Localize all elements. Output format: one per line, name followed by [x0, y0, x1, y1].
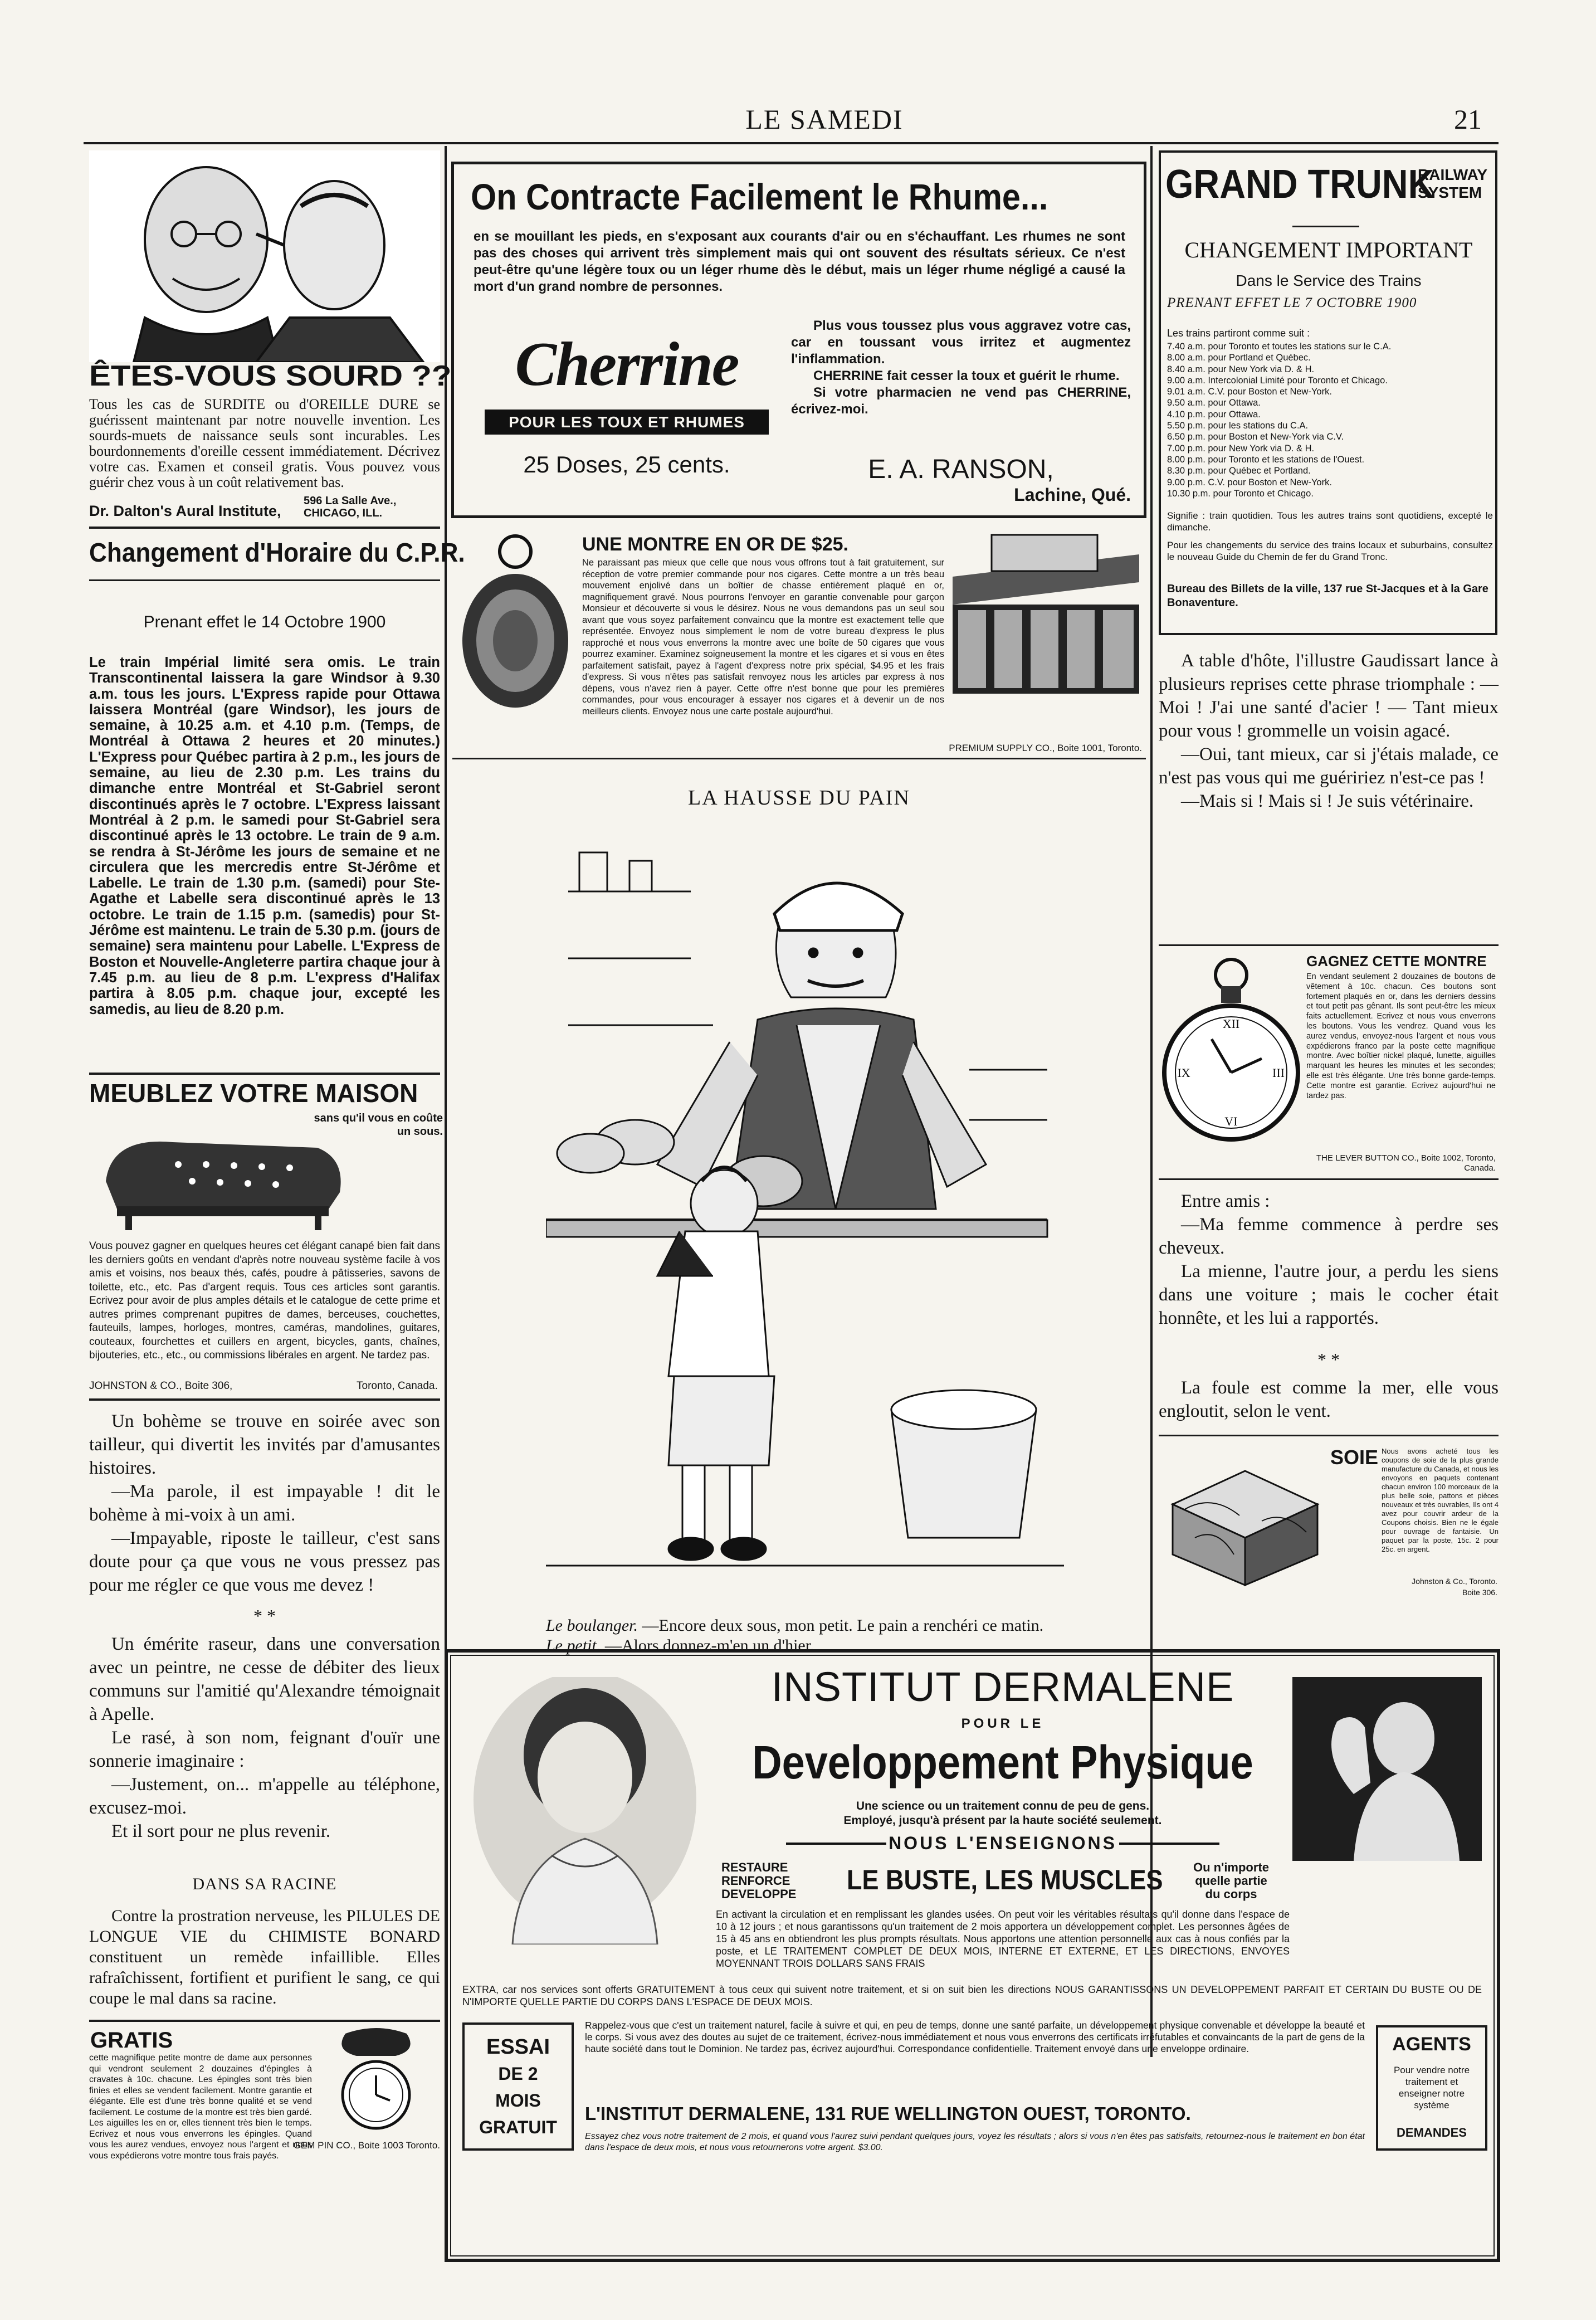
- left-word: RESTAURE: [721, 1860, 788, 1874]
- essai-text: Rappelez-vous que c'est un traitement naturel, facile à suivre et qui, en peu de temps, donne une santé parfaite, un développement physique convenable et développe la beauté et le corps. Si vous avez des doutes au sujet de ce traitement, écrivez-nous immédiatement et nous vous enverrons des certificats irréfutables et convaincants de la part de gens de la haute société dans tout le Dominion. Ne tardez pas, écrivez aujourd'hui. Correspondance confidentielle. Traitement envoyé dans une enveloppe ordinaire.: [585, 2020, 1365, 2054]
- essai-words: [462, 2034, 574, 2141]
- schedule-line: 9.01 a.m. C.V. pour Boston et New-York.: [1167, 387, 1332, 397]
- agents-title: AGENTS: [1392, 2034, 1471, 2055]
- gagnez-title: GAGNEZ CETTE MONTRE: [1306, 953, 1487, 969]
- grand-trunk-rule-1: [1292, 226, 1359, 227]
- table-hote-p1: A table d'hôte, l'illustre Gaudissart lance à plusieurs reprises cette phrase triomphale : —Moi ! J'ai une santé d'acier ! — Tant mieux pour vous ! grommelle un voisin agacé.: [1159, 651, 1499, 741]
- cpr-title-rule: [89, 579, 440, 581]
- essai-word: MOIS: [495, 2090, 541, 2111]
- emerite-text: [89, 1632, 440, 1843]
- grand-trunk-note1: Signifie : train quotidien. Tous les autres trains sont quotidiens, excepté le dimanche.: [1167, 510, 1493, 533]
- montre-or-title: UNE MONTRE EN OR DE $25.: [582, 534, 848, 555]
- montre-or-text: Ne paraissant pas mieux que celle que nous vous offrons tout à fait gratuitement, sur réception de votre premier commande pour nos cigares. Cette montre a un très beau mouvement enjolivé dans un boîtier de chasse entièrement plaqué en or, magnifiquement gravé. Nous pourrons l'envoyer en garantie convenable pour garçon Monsieur et découverte si vous le désirez. Nous ne vous demandons pas un seul sou avant que vous soyez parfaitement convaincu que la montre est exactement telle que représentée. Envoyez nous simplement le nom de votre bureau d'express le plus rapproché et nous vous enverrons la montre avec une boîte de 50 cigares que vous pourrez examiner. Examinez soigneusement la montre et les cigares et si vous en êtes parfaitement satisfait, payez à l'agent d'express notre prix spécial, $4.95 et les frais d'express. Si vous n'êtes pas satisfait renvoyez nous les articles par express à nos dépens, vous n'avez rien à payer. Cette offre n'est bonne que pour les premières commandes, pour vous encourager à essayer nos cigares et à devenir un de nos meilleurs clients. Envoyez nous une carte postale aujourd'hui.: [582, 558, 944, 717]
- grand-trunk-heading: CHANGEMENT IMPORTANT: [1184, 237, 1473, 262]
- cartoon-illustration: [546, 819, 1064, 1605]
- meublez-footer-left: JOHNSTON & CO., Boite 306,: [89, 1380, 233, 1392]
- emerite-p2: Le rasé, à son nom, feignant d'ouïr une sonnerie imaginaire :: [89, 1728, 440, 1771]
- dermalene-tag1: Une science ou un traitement connu de peu de gens.: [856, 1800, 1150, 1812]
- dermalene-footnote: Essayez chez vous notre traitement de 2 mois, et quand vous l'aurez suivi pendant quelques jours, voyez les résultats ; alors si vous n'en êtes pas satisfaits, retournez-nous le traitement en bon état dans l'espace de deux mois, et nous vous retournerons votre argent. $3.00.: [585, 2132, 1365, 2152]
- rhume-right1: Plus vous toussez plus vous aggravez votre cas, car en toussant vous irritez et augmentez l'inflammation.: [791, 318, 1131, 367]
- right-word: du corps: [1205, 1887, 1257, 1901]
- schedule-line: 8.00 a.m. pour Portland et Québec.: [1167, 353, 1311, 363]
- gratis-watch-illustration: [312, 2028, 440, 2134]
- gagnez-footer: THE LEVER BUTTON CO., Boite 1002, Toronto, Canada.: [1316, 1153, 1496, 1173]
- svg-text:XII: XII: [1222, 1017, 1240, 1031]
- svg-text:VI: VI: [1224, 1114, 1238, 1128]
- enseignons-line-right: [1119, 1843, 1219, 1845]
- page-header: [0, 103, 1596, 137]
- soie-illustration: [1161, 1460, 1329, 1588]
- right-word: Ou n'importe: [1193, 1860, 1269, 1874]
- cigar-box-illustration: [947, 532, 1145, 699]
- emerite-p3: —Justement, on... m'appelle au téléphone, excusez-moi.: [89, 1775, 440, 1818]
- separator-stars-1: * *: [253, 1606, 276, 1626]
- cherrine-doses: 25 Doses, 25 cents.: [523, 451, 730, 477]
- grand-trunk-note2: Pour les changements du service des trains locaux et suburbains, consultez le nouveau Guide du Chemin de fer du Grand Tronc.: [1167, 540, 1493, 562]
- schedule-line: 8.30 p.m. pour Québec et Portland.: [1167, 466, 1311, 476]
- right-word: quelle partie: [1195, 1874, 1267, 1888]
- cartoon-speaker-2: Le petit.: [546, 1636, 601, 1655]
- table-hote-text: [1159, 649, 1499, 813]
- boheme-text: [89, 1410, 440, 1597]
- dermalene-extra: EXTRA, car nos services sont offerts GRATUITEMENT à tous ceux qui suivent notre traitement, et si on suit bien les directions NOUS GARANTISSONS UN DEVELOPPEMENT PARFAIT ET CERTAIN DU BUSTE OU DE N'IMPORTE QUELLE PARTIE DU CORPS DANS L'ESPACE DE DEUX MOIS.: [462, 1984, 1482, 2007]
- header-rule: [84, 142, 1499, 144]
- masthead-title: LE SAMEDI: [745, 104, 904, 135]
- gratis-text: cette magnifique petite montre de dame aux personnes qui vendront seulement 2 douzaines d'épingles à cravates à 10c. chacune. Les épingles sont très bien finies et elles se vendent facilement. Montre garantie et élégante. Elle est d'une très bonne qualité et se vend facilement. Le costume de la montre est très bien gardé. Les aiguilles les en or, elles tiennent très bien le temps. Ecrivez et nous vous enverrons les épingles. Quand vous les aurez vendues, envoyez nous l'argent et nous vous expédierons votre montre tous frais payés.: [89, 2053, 312, 2161]
- cartoon-title: LA HAUSSE DU PAIN: [688, 786, 910, 810]
- meublez-footer-right: Toronto, Canada.: [357, 1380, 438, 1392]
- grand-trunk-sub: Dans le Service des Trains: [1236, 272, 1422, 289]
- boheme-p3: —Impayable, riposte le tailleur, c'est sans doute pour ça que vous ne vous pressez pas pour me régler ce que vous me devez !: [89, 1528, 440, 1595]
- essai-word: ESSAI: [486, 2035, 550, 2059]
- sourd-address: 596 La Salle Ave., CHICAGO, ILL.: [304, 495, 397, 519]
- dermalene-enseignons-row: [713, 1833, 1292, 1854]
- rhume-right-text: [791, 318, 1131, 418]
- entre-amis-p1: Entre amis :: [1181, 1191, 1270, 1211]
- soie-footer1: Johnston & Co., Toronto.: [1412, 1577, 1497, 1586]
- gratis-footer: GEM PIN CO., Boite 1003 Toronto.: [293, 2140, 440, 2151]
- dermalene-body: En activant la circulation et en remplissant les glandes usées. On peut voir les véritables résultats qu'il donne dans l'espace de 10 à 12 jours ; et nous garantissons qu'un traitement de 2 mois apportera un développement complet. Les personnes âgées de 15 à 45 ans en obtiendront les plus prompts résultats. Nous apportons une attention personnelle aux cas à nous confiés par la poste, et LE TRAITEMENT COMPLET DE DEUX MOIS, INTERNE ET EXTERNE, ET LES DIRECTIONS, ENVOYES MOYENNANT TROIS DOLLARS SANS FRAIS: [716, 1909, 1290, 1969]
- grand-trunk-logo: GRAND TRUNK: [1165, 162, 1434, 207]
- soie-top-rule: [1159, 1435, 1499, 1436]
- gagnez-text: En vendant seulement 2 douzaines de boutons de vêtement à 10c. chacun. Ces boutons sont fortement plaqués en or, dans les derniers dessins et tout petit pas gênant. Ils sont peut-être les mieux faits actuellement. Ecrivez et nous vous enverrons les boutons. Vous les vendrez. Quand vous les aurez vendus, envoyez-nous l'argent et nous vous expédierons franco par la poste cette magnifique montre. Avec boîtier nickel plaqué, lunette, aiguilles marquant les heures les minutes et les secondes; elle est très élégante. Une très bonne garde-temps. Cette montre est garantie. Ecrivez aujourd'hui ne tardez pas.: [1306, 972, 1496, 1100]
- sourd-illustration: [89, 150, 440, 362]
- table-hote-p3: —Mais si ! Mais si ! Je suis vétérinaire.: [1181, 791, 1474, 811]
- schedule-line: 8.00 p.m. pour Toronto et les stations de l'Ouest.: [1167, 454, 1365, 465]
- cpr-subtitle: Prenant effet le 14 Octobre 1900: [143, 613, 386, 631]
- dermalene-tag2: Employé, jusqu'à présent par la haute société seulement.: [843, 1814, 1162, 1827]
- dermalene-right-words: [1175, 1861, 1287, 1901]
- cpr-rule: [89, 1073, 440, 1075]
- soie-text: Nous avons acheté tous les coupons de soie de la plus grande manufacture du Canada, et nous les envoyons en paquets contenant chacun environ 100 morceaux de la plus belle soie, pattons et pièces nouveaux et très ouvrables, Ils ont 4 avez pour couvrir ardeur de la Coupons choisis. Bien ne le égale pour ouvrage de fantaisie. Un paquet par la poste, 15c. 2 pour 25c. en argent.: [1382, 1447, 1499, 1553]
- foule-text: La foule est comme la mer, elle vous engloutit, selon le vent.: [1159, 1378, 1499, 1421]
- racine-rule: [89, 2020, 440, 2022]
- grand-trunk-sub1: RAILWAY: [1418, 166, 1487, 183]
- racine-title: DANS SA RACINE: [192, 1875, 337, 1893]
- left-word: RENFORCE: [721, 1874, 790, 1888]
- schedule-line: 5.50 p.m. pour les stations du C.A.: [1167, 421, 1309, 431]
- cartoon-line-1: —Encore deux sous, mon petit. Le pain a renchéri ce matin.: [642, 1616, 1044, 1635]
- cpr-title: Changement d'Horaire du C.P.R.: [89, 538, 465, 568]
- left-word: DEVELOPPE: [721, 1887, 797, 1901]
- meublez-text: Vous pouvez gagner en quelques heures cet élégant canapé bien fait dans les derniers goûts en vendant d'après notre nouveau système facile à vos amis et voisins, nos beaux thés, cafés, poudre à pâtisseries, savons de toilette, etc., etc. Pas d'argent requis. Tous ces articles sont garantis. Ecrivez pour avoir de plus amples détails et le catalogue de cette prime et autres primes comprenant pupitres de dames, berceuses, couchettes, fauteuils, lampes, horloges, montres, caméras, mandolines, guitares, couteaux, fourchettes et cuillers en argent, bicycles, gants, chaînes, bijouteries, etc., etc., ou commissions libérales en argent. Ne tardez pas.: [89, 1240, 440, 1361]
- svg-text:III: III: [1272, 1066, 1285, 1080]
- racine-text: Contre la prostration nerveuse, les PILULES DE LONGUE VIE du CHIMISTE BONARD constituent un remède infaillible. Elles rafraîchissent, fortifient et purifient le sang, ce qui coupe le mal dans sa racine.: [89, 1907, 440, 2007]
- gagnez-bottom-rule: [1159, 1178, 1499, 1180]
- montre-or-rule: [452, 758, 1146, 759]
- separator-stars-2: * *: [1317, 1349, 1340, 1369]
- emerite-p4: Et il sort pour ne plus revenir.: [111, 1821, 331, 1841]
- enseignons-line-left: [786, 1843, 886, 1845]
- rhume-seller: E. A. RANSON,: [868, 455, 1054, 484]
- grand-trunk-schedule: [1167, 341, 1493, 499]
- schedule-line: 9.00 p.m. C.V. pour Boston et New-York.: [1167, 477, 1332, 488]
- dermalene-headline: Developpement Physique: [752, 1736, 1253, 1788]
- grand-trunk-sub2: SYSTEM: [1418, 184, 1482, 201]
- meublez-title: MEUBLEZ VOTRE MAISON: [89, 1079, 418, 1108]
- cartoon-speaker-1: Le boulanger.: [546, 1616, 638, 1635]
- grand-trunk-bureau: Bureau des Billets de la ville, 137 rue St-Jacques et à la Gare Bonaventure.: [1167, 583, 1488, 609]
- entre-amis-p3: La mienne, l'autre jour, a perdu les siens dans une voiture ; mais le cocher était honnête, et les lui a rapportés.: [1159, 1261, 1499, 1328]
- grand-trunk-intro: Les trains partiront comme suit :: [1167, 328, 1310, 339]
- schedule-line: 8.40 a.m. pour New York via D. & H.: [1167, 364, 1315, 374]
- schedule-line: 9.50 a.m. pour Ottawa.: [1167, 398, 1261, 408]
- cherrine-logo-box: [471, 320, 783, 504]
- gratis-label: GRATIS: [90, 2028, 173, 2053]
- schedule-line: 10.30 p.m. pour Toronto et Chicago.: [1167, 488, 1314, 499]
- gold-watch-illustration: [457, 529, 574, 719]
- sofa-illustration: [95, 1114, 351, 1231]
- dermalene-woman-portrait: [462, 1677, 707, 1944]
- grand-trunk-effective: PRENANT EFFET LE 7 OCTOBRE 1900: [1167, 295, 1417, 310]
- entre-amis-text: [1159, 1190, 1499, 1330]
- agents-text: Pour vendre notre traitement et enseigner notre système: [1393, 2065, 1470, 2111]
- montre-or-footer: PREMIUM SUPPLY CO., Boite 1001, Toronto.: [949, 743, 1142, 753]
- table-hote-p2: —Oui, tant mieux, car si j'étais malade, ce n'est pas vous qui me guéririez n'est-ce pas !: [1159, 744, 1499, 788]
- dermalene-enseignons: NOUS L'ENSEIGNONS: [889, 1833, 1117, 1853]
- rhume-right2: CHERRINE fait cesser la toux et guérit le rhume.: [813, 368, 1120, 383]
- gagnez-top-rule: [1159, 944, 1499, 946]
- cherrine-logo: Cherrine: [515, 330, 739, 399]
- rhume-title: On Contracte Facilement le Rhume...: [471, 176, 1048, 217]
- sourd-headline: ÊTES-VOUS SOURD ??: [89, 360, 452, 392]
- gagnez-watch-illustration: [1159, 950, 1304, 1151]
- essai-word: GRATUIT: [479, 2117, 557, 2137]
- soie-footer2: Boite 306.: [1462, 1588, 1497, 1597]
- sourd-institute: Dr. Dalton's Aural Institute,: [89, 503, 281, 519]
- page-number: 21: [1454, 104, 1482, 135]
- entre-amis-p2: —Ma femme commence à perdre ses cheveux.: [1159, 1215, 1499, 1258]
- emerite-p1: Un émérite raseur, dans une conversation avec un peintre, ne cesse de débiter des lieux communs sur l'amitié qu'Alexandre témoignait à Apelle.: [89, 1634, 440, 1724]
- dermalene-buste: LE BUSTE, LES MUSCLES: [847, 1864, 1163, 1895]
- rhume-city: Lachine, Qué.: [1014, 485, 1131, 505]
- cartoon-line-2: —Alors donnez-m'en un d'hier.: [604, 1636, 814, 1655]
- schedule-line: 7.40 a.m. pour Toronto et toutes les stations sur le C.A.: [1167, 342, 1392, 352]
- boheme-p1: Un bohème se trouve en soirée avec son tailleur, qui divertit les invités par d'amusantes histoires.: [89, 1411, 440, 1478]
- dermalene-title: INSTITUT DERMALENE: [771, 1664, 1234, 1710]
- schedule-line: 7.00 p.m. pour New York via D. & H.: [1167, 443, 1315, 454]
- dermalene-left-words: [721, 1861, 796, 1901]
- dermalene-pour-le: POUR LE: [961, 1716, 1045, 1731]
- soie-label: SOIE: [1330, 1446, 1379, 1469]
- cpr-text: Le train Impérial limité sera omis. Le train Transcontinental laissera la gare Windsor à 9.30 a.m. tous les jours. L'Express rapide pour Ottawa laissera Montréal (gare Windsor), les jours de semaine, à 10.25 a.m. et 4.10 p.m. (Temps, de Montréal à Ottawa 2 heures et 20 minutes.) L'Express pour Québec partira à 2 p.m., les jours de semaine, au lieu de 2.30 p.m. Les trains du dimanche entre Montréal et St-Gabriel seront discontinués après le 7 octobre. L'Express laissant Montréal à 2 p.m. le samedi pour St-Gabriel sera discontinué après le 13 octobre. Le train de 9 a.m. se rendra à St-Jérôme les jours de semaine et ne circulera que les mercredis entre St-Jérôme et Labelle. Le train de 1.30 p.m. (samedi) pour Ste-Agathe et Labelle sera discontinué après le 13 octobre. Le train de 1.15 p.m. (samedis) pour St-Jérôme est maintenu. Le train de 5.30 p.m. (jours de semaine) sera maintenu pour Labelle. L'Express de Boston et Nouvelle-Angleterre partira chaque jour à 7.45 p.m. au lieu de 8 p.m. L'express d'Halifax partira à 8.05 p.m. chaque jour, excepté les samedis, au lieu de 8.20 p.m.: [89, 655, 440, 1017]
- rhume-right3: Si votre pharmacien ne vend pas CHERRINE, écrivez-moi.: [791, 385, 1131, 417]
- rhume-intro: en se mouillant les pieds, en s'exposant aux courants d'air ou en s'échauffant. Les rhumes ne sont pas des choses qui arrivent très simplement mais qui ont souvent des résultats sérieux. Ce n'est peut-être qu'une légère toux ou un léger rhume dès le début, mais un léger rhume négligé a causé la mort d'un grand nombre de personnes.: [474, 229, 1125, 294]
- schedule-line: 6.50 p.m. pour Boston et New-York via C.V.: [1167, 432, 1344, 442]
- schedule-line: 9.00 a.m. Intercolonial Limité pour Toronto et Chicago.: [1167, 375, 1388, 386]
- agents-footer: DEMANDES: [1397, 2126, 1467, 2139]
- essai-word: DE 2: [498, 2064, 538, 2084]
- meublez-rule: [89, 1398, 440, 1401]
- sourd-rule: [89, 527, 440, 529]
- meublez-subtitle: sans qu'il vous en coûte un sous.: [314, 1112, 443, 1138]
- dermalene-man-portrait: [1292, 1677, 1482, 1861]
- cherrine-banner: POUR LES TOUX ET RHUMES: [485, 410, 769, 435]
- sourd-text: Tous les cas de SURDITE ou d'OREILLE DURE se guérissent maintenant par notre nouvelle invention. Les sourds-muets de naissance seuls sont incurables. Les bourdonnements d'oreille cessent immédiatement. Décrivez votre cas. Examen et conseil gratis. Vous pouvez vous guérir chez vous à un coût relativement bas.: [89, 396, 440, 490]
- boheme-p2: —Ma parole, il est impayable ! dit le bohème à mi-voix à un ami.: [89, 1481, 440, 1525]
- svg-text:IX: IX: [1177, 1066, 1190, 1080]
- schedule-line: 4.10 p.m. pour Ottawa.: [1167, 409, 1261, 420]
- dermalene-address: L'INSTITUT DERMALENE, 131 RUE WELLINGTON OUEST, TORONTO.: [585, 2103, 1191, 2124]
